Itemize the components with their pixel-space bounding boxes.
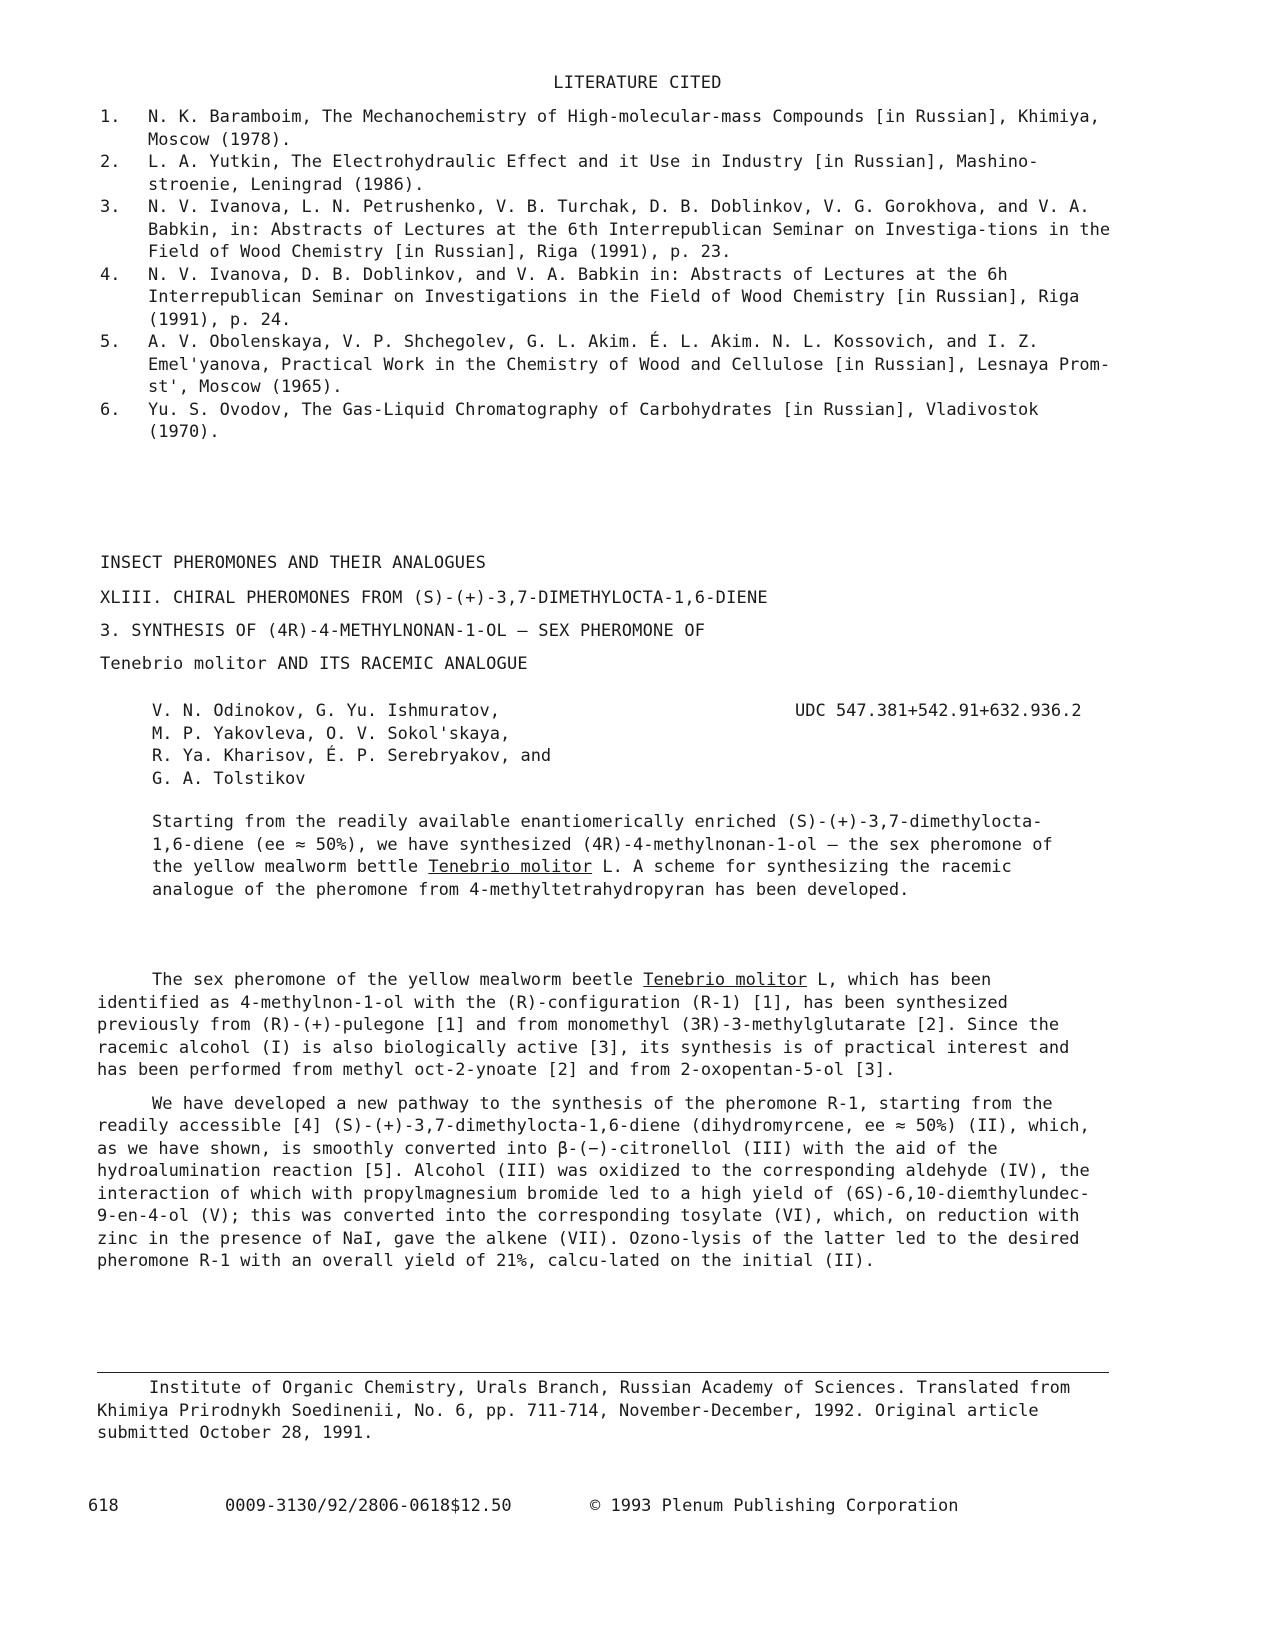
abstract — [152, 811, 1067, 901]
literature-cited-heading: LITERATURE CITED — [553, 73, 722, 93]
reference-text: L. A. Yutkin, The Electrohydraulic Effect and it Use in Industry [in Russian], Mashino-stroenie, Leningrad (1986). — [148, 152, 1039, 195]
author-line: G. A. Tolstikov — [152, 768, 306, 789]
reference-item — [100, 151, 1120, 196]
body-paragraph — [97, 969, 1102, 1082]
species-name: Tenebrio molitor — [643, 970, 808, 990]
udc-code: UDC 547.381+542.91+632.936.2 — [795, 701, 1082, 721]
article-series-title: INSECT PHEROMONES AND THEIR ANALOGUES — [100, 553, 487, 573]
reference-text: Yu. S. Ovodov, The Gas-Liquid Chromatography of Carbohydrates [in Russian], Vladivostok (1970). — [148, 399, 1039, 442]
species-name: Tenebrio molitor — [428, 857, 593, 877]
reference-text: N. V. Ivanova, L. N. Petrushenko, V. B. Turchak, D. B. Doblinkov, V. G. Gorokhova, and V. A. Babkin, in: Abstracts of Lectures at the 6th Interrepublican Seminar on Investiga-tions in the Field of Wood Chemistry [in Russian], Riga (1991), p. 23. — [148, 197, 1111, 262]
abstract-text-continued: L. A scheme for synthesizing the racemic analogue of the pheromone from 4-methyltetrahydropyran has been developed. — [152, 857, 1012, 900]
reference-text: A. V. Obolenskaya, V. P. Shchegolev, G. L. Akim. É. L. Akim. N. L. Kossovich, and I. Z. Emel'yanova, Practical Work in the Chemistry of Wood and Cellulose [in Russian], Lesnaya Prom-st', Moscow (1965). — [148, 332, 1111, 397]
reference-item — [100, 331, 1120, 399]
paragraph-text-continued: L, which has been identified as 4-methylnon-1-ol with the (R)-configuration (R-1) [1], has been synthesized previously from (R)-(+)-pulegone [1] and from monomethyl (3R)-3-methylglutarate [2]. Since the racemic alcohol (I) is also biologically active [3], its synthesis is of practical interest and has been performed from methyl oct-2-ynoate [2] and from 2-oxopentan-5-ol [3]. — [97, 970, 1070, 1080]
species-name: Tenebrio molitor — [100, 654, 267, 674]
article-title-continued — [100, 653, 528, 676]
reference-number: 1. — [100, 107, 121, 127]
reference-text: N. K. Baramboim, The Mechanochemistry of High-molecular-mass Compounds [in Russian], Khimiya, Moscow (1978). — [148, 107, 1100, 150]
reference-number: 6. — [100, 399, 121, 420]
reference-item — [100, 106, 1120, 151]
reference-list — [100, 106, 1120, 444]
article-body — [97, 969, 1102, 1284]
paragraph-text: The sex pheromone of the yellow mealworm beetle — [152, 970, 644, 990]
reference-item — [100, 399, 1120, 444]
reference-number: 4. — [100, 264, 121, 285]
body-paragraph: We have developed a new pathway to the synthesis of the pheromone R-1, starting from the readily accessible [4] (S)-(+)-3,7-dimethylocta-1,6-diene (dihydromyrcene, ee ≈ 50%) (II), which, as we have shown, is smoothly converted into β-(−)-citronellol (III) with the aid of the hydroalumination reaction [5]. Alcohol (III) was oxidized to the corresponding aldehyde (IV), the interaction of which with propylmagnesium bromide led to a high yield of (6S)-6,10-diemthylundec-9-en-4-ol (V); this was converted into the corresponding tosylate (VI), which, on reduction with zinc in the presence of NaI, gave the alkene (VII). Ozono-lysis of the latter led to the desired pheromone R-1 with an overall yield of 21%, calcu-lated on the initial (II). — [97, 1093, 1090, 1271]
abstract-text: Starting from the readily available enantiomerically enriched (S)-(+)-3,7-dimethylocta-1,6-diene (ee ≈ 50%), we have synthesized (4R)-4-methylnonan-1-ol — the sex pheromone of the yellow mealworm bettle — [152, 812, 1053, 877]
article-code: 0009-3130/92/2806-0618$12.50 — [225, 1496, 512, 1516]
reference-number: 3. — [100, 197, 121, 217]
affiliation-footnote: Institute of Organic Chemistry, Urals Branch, Russian Academy of Sciences. Translated from Khimiya Prirodnykh Soedinenii, No. 6, pp. 711-714, November-December, 1992. Original article submitted October 28, 1991. — [97, 1378, 1071, 1443]
footnote-divider — [97, 1372, 1109, 1373]
author-line: R. Ya. Kharisov, É. P. Serebryakov, and — [152, 746, 552, 766]
reference-number: 5. — [100, 332, 121, 352]
article-title-rest: AND ITS RACEMIC ANALOGUE — [266, 654, 528, 674]
article-part-title: XLIII. CHIRAL PHEROMONES FROM (S)-(+)-3,7-DIMETHYLOCTA-1,6-DIENE — [100, 588, 768, 608]
page-number: 618 — [88, 1496, 119, 1516]
reference-item — [100, 264, 1120, 332]
copyright-notice: © 1993 Plenum Publishing Corporation — [590, 1496, 959, 1516]
article-title: 3. SYNTHESIS OF (4R)-4-METHYLNONAN-1-OL — SEX PHEROMONE OF — [100, 621, 706, 641]
reference-item — [100, 196, 1120, 264]
reference-text: N. V. Ivanova, D. B. Doblinkov, and V. A. Babkin in: Abstracts of Lectures at the 6h Interrepublican Seminar on Investigations in the Field of Wood Chemistry [in Russian], Riga (1991), p. 24. — [148, 264, 1080, 330]
author-line: M. P. Yakovleva, O. V. Sokol'skaya, — [152, 723, 511, 744]
author-list — [152, 700, 622, 790]
reference-number: 2. — [100, 152, 121, 172]
author-line: V. N. Odinokov, G. Yu. Ishmuratov, — [152, 701, 500, 721]
